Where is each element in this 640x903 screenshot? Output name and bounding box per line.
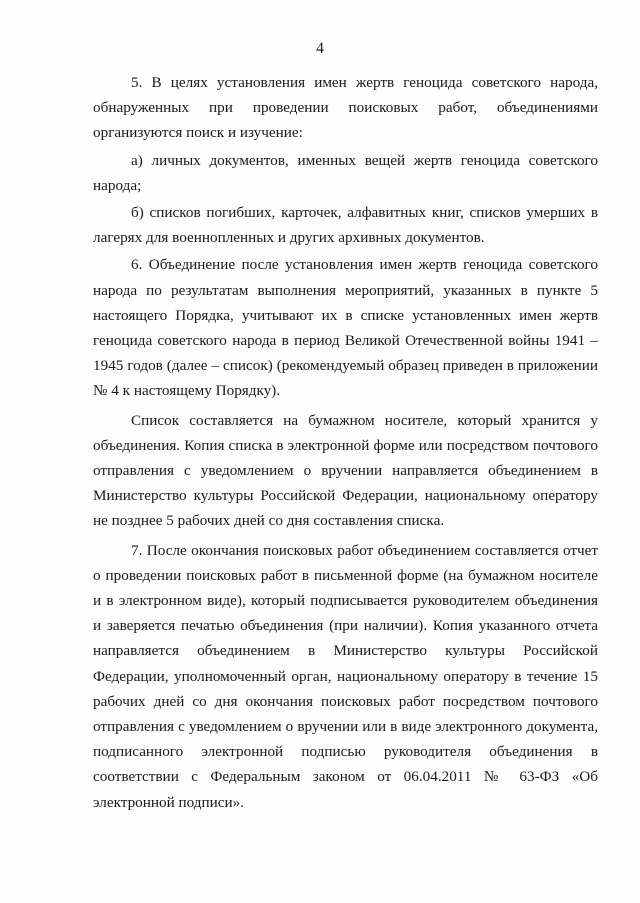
- paragraph-6-list: Список составляется на бумажном носителе, который хранится у объединения. Копия списка в электронной форме или посредством почтового отправления с уведомлением о вручении направляется объединением в Министерство культуры Российской Федерации, национальному оператору не позднее 5 рабочих дней со дня составления списка.: [93, 411, 598, 530]
- document-body: [93, 70, 598, 815]
- paragraph-5: 5. В целях установления имен жертв геноцида советского народа, обнаруженных при проведении поисковых работ, объединениями организуются поиск и изучение:: [93, 74, 598, 142]
- paragraph-5b: б) списков погибших, карточек, алфавитных книг, списков умерших в лагерях для военнопленных и других архивных документов.: [93, 204, 598, 247]
- page-number: 4: [316, 40, 324, 57]
- paragraph-6: 6. Объединение после установления имен жертв геноцида советского народа по результатам выполнения мероприятий, указанных в пункте 5 настоящего Порядка, учитывают их в списке установленных имен жертв геноцида советского народа в период Великой Отечественной войны 1941 – 1945 годов (далее – список) (рекомендуемый образец приведен в приложении № 4 к настоящему Порядку).: [93, 256, 598, 400]
- paragraph-7: 7. После окончания поисковых работ объединением составляется отчет о проведении поисковых работ в письменной форме (на бумажном носителе и в электронном виде), который подписывается руководителем объединения и заверяется печатью объединения (при наличии). Копия указанного отчета направляется объединением в Министерство культуры Российской Федерации, уполномоченный орган, национальному оператору в течение 15 рабочих дней со дня окончания поисковых работ посредством почтового отправления с уведомлением о вручении или в виде электронного документа, подписанного электронной подписью руководителя объединения в соответствии с Федеральным законом от 06.04.2011 № 63-ФЗ «Об электронной подписи».: [93, 541, 598, 811]
- paragraph-5a: а) личных документов, именных вещей жертв геноцида советского народа;: [93, 151, 598, 194]
